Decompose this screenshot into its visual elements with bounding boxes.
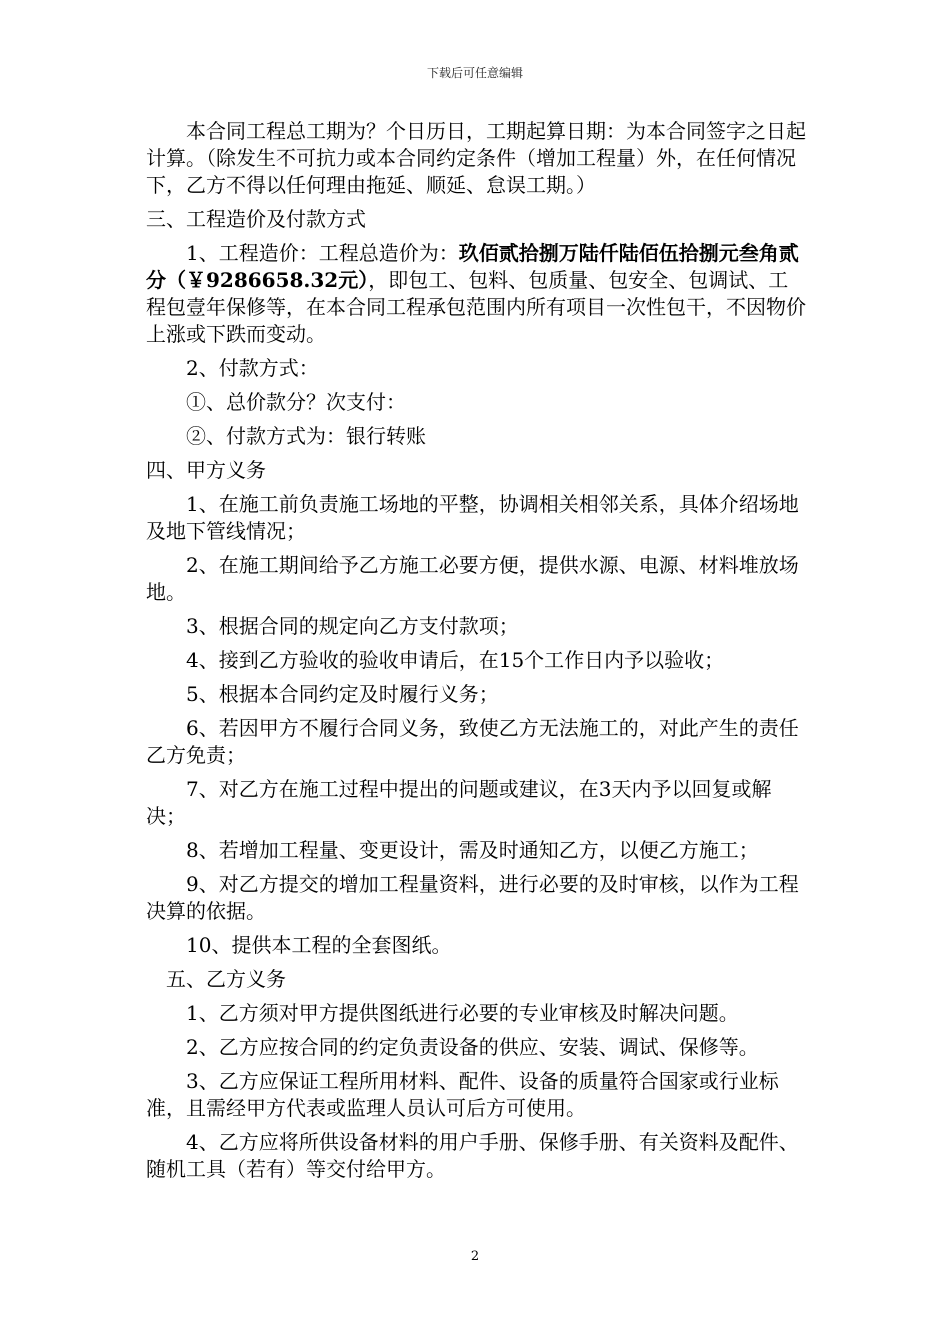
section-heading-4: 四、甲方义务: [146, 458, 266, 482]
page-number: 2: [470, 1249, 480, 1264]
paragraph-payment-method: 2、付款方式：: [186, 356, 319, 380]
party-b-duty-1: 1、乙方须对甲方提供图纸进行必要的专业审核及时解决问题。: [186, 1001, 739, 1025]
party-a-duty-8: 8、若增加工程量、变更设计，需及时通知乙方，以便乙方施工；: [186, 838, 759, 862]
party-a-duty-1: 1、在施工前负责施工场地的平整，协调相关相邻关系，具体介绍场地及地下管线情况；: [146, 492, 799, 543]
party-a-duty-5: 5、根据本合同约定及时履行义务；: [186, 682, 499, 706]
party-b-duty-4: 4、乙方应将所供设备材料的用户手册、保修手册、有关资料及配件、随机工具（若有）等交付给甲方。: [146, 1130, 799, 1181]
price-terms: ，即包工、包料、包质量、包安全、包调试、工程包壹年保修等，在本合同工程承包范围内所有项目一次性包干，不因物价上涨或下跌而变动。: [146, 268, 806, 346]
paragraph-price: [146, 240, 806, 348]
party-a-duty-7: 7、对乙方在施工过程中提出的问题或建议，在3天内予以回复或解决；: [146, 777, 772, 828]
party-a-duty-10: 10、提供本工程的全套图纸。: [186, 933, 452, 957]
price-amount: 玖佰贰拾捌万陆仟陆佰伍拾捌元叁角贰分（￥9286658.32元）: [146, 241, 799, 292]
paragraph-duration: 本合同工程总工期为？个日历日，工期起算日期：为本合同签字之日起计算。（除发生不可抗力或本合同约定条件（增加工程量）外，在任何情况下，乙方不得以任何理由拖延、顺延、怠误工期。）: [146, 119, 806, 197]
page-header: 下载后可任意编辑: [426, 66, 523, 80]
paragraph-transfer: ②、付款方式为：银行转账: [186, 424, 426, 448]
price-intro: 1、工程造价：工程总造价为：: [186, 241, 459, 265]
party-a-duty-3: 3、根据合同的规定向乙方支付款项；: [186, 614, 519, 638]
party-a-duty-2: 2、在施工期间给予乙方施工必要方便，提供水源、电源、材料堆放场地。: [146, 553, 799, 604]
party-b-duty-3: 3、乙方应保证工程所用材料、配件、设备的质量符合国家或行业标准，且需经甲方代表或监理人员认可后方可使用。: [146, 1069, 779, 1120]
party-a-duty-9: 9、对乙方提交的增加工程量资料，进行必要的及时审核，以作为工程决算的依据。: [146, 872, 799, 923]
party-a-duty-6: 6、若因甲方不履行合同义务，致使乙方无法施工的，对此产生的责任乙方免责；: [146, 716, 799, 767]
paragraph-installments: ①、总价款分？次支付：: [186, 390, 406, 414]
section-heading-5: 五、乙方义务: [166, 967, 286, 991]
party-b-duty-2: 2、乙方应按合同的约定负责设备的供应、安装、调试、保修等。: [186, 1035, 759, 1059]
party-a-duty-4: 4、接到乙方验收的验收申请后，在15个工作日内予以验收；: [186, 648, 725, 672]
section-heading-3: 三、工程造价及付款方式: [146, 207, 366, 231]
document-body: [146, 118, 806, 1190]
